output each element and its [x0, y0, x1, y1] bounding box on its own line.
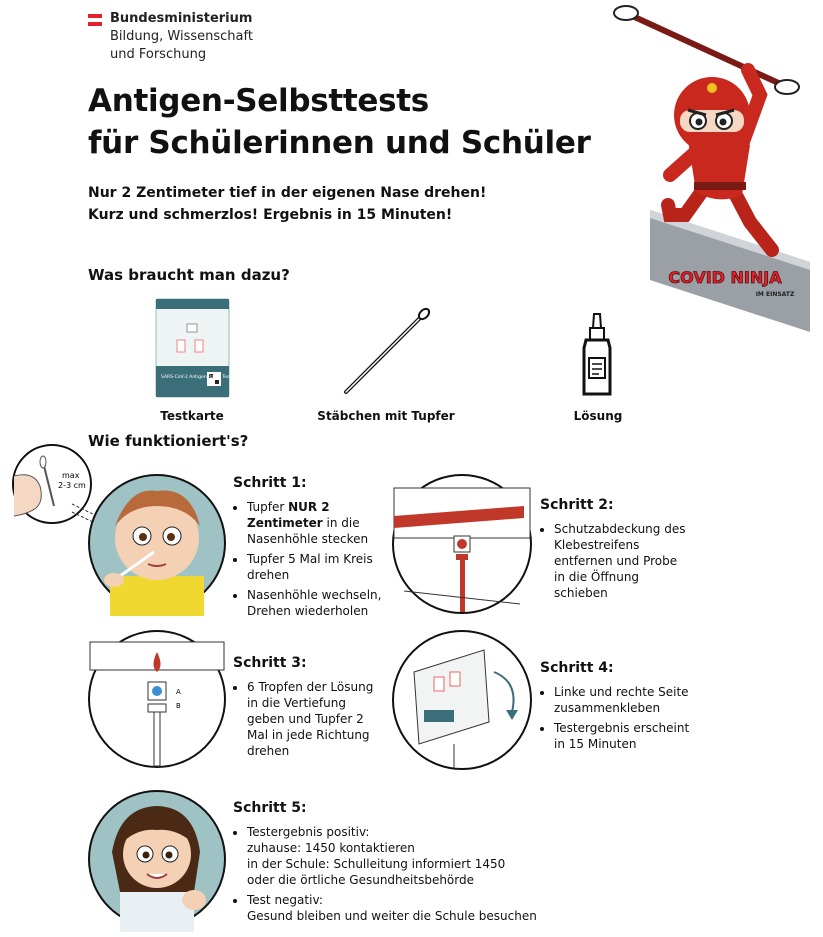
- test-card-text: SARS-CoV-2 Antigen Rapid Test Kit: [161, 375, 239, 380]
- title-line1: Antigen-Selbsttests: [88, 83, 429, 119]
- step1-text: [233, 475, 393, 623]
- austria-flag-logo: [88, 14, 102, 26]
- ninja-badge-title: COVID NINJA: [668, 268, 782, 287]
- caption-loesung: Lösung: [573, 409, 623, 423]
- step3-label-a: A: [176, 688, 181, 696]
- title-line2: für Schülerinnen und Schüler: [88, 125, 591, 161]
- howto-heading: Wie funktioniert's?: [88, 432, 249, 450]
- step3-bullet1: • 6 Tropfen der Lösung in die Vertiefung geben und Tupfer 2 Mal in jede Richtung drehen: [247, 679, 383, 759]
- step2-text: [540, 497, 690, 605]
- step5-bullet2: • Test negativ: Gesund bleiben und weiter die Schule besuchen: [247, 892, 573, 924]
- step4-bullet2: • Testergebnis erscheint in 15 Minuten: [554, 720, 700, 752]
- step2-bullet1: • Schutzabdeckung des Klebestreifens entfernen und Probe in die Öffnung schieben: [554, 521, 690, 601]
- step3-illustration: [88, 630, 226, 768]
- swab-icon: [340, 306, 435, 398]
- ministry-name: [110, 10, 253, 64]
- ministry-line1: Bundesministerium: [110, 11, 253, 26]
- zoom-label-max: max: [62, 471, 80, 480]
- covid-ninja-illustration: [610, 0, 815, 335]
- step5-bullet1: • Testergebnis positiv: zuhause: 1450 kontaktieren in der Schule: Schulleitung informiert 1450 oder die örtliche Gesundheitsbehörde: [247, 824, 573, 888]
- solution-bottle-icon: [580, 312, 614, 398]
- step3-text: [233, 655, 383, 763]
- step3-label-b: B: [176, 702, 181, 710]
- ministry-line3: und Forschung: [110, 47, 207, 62]
- step5-illustration: [88, 790, 226, 928]
- subtitle-line2: Kurz und schmerzlos! Ergebnis in 15 Minuten!: [88, 207, 453, 223]
- step5-text: [233, 800, 573, 928]
- ninja-badge-sub: IM EINSATZ: [755, 291, 795, 298]
- subtitle-line1: Nur 2 Zentimeter tief in der eigenen Nase drehen!: [88, 185, 487, 201]
- test-card-image: [155, 298, 239, 398]
- step1-bullet3: • Nasenhöhle wechseln, Drehen wiederholen: [247, 587, 393, 619]
- step1-bullet1: • Tupfer NUR 2 Zentimeter in die Nasenhöhle stecken: [247, 499, 393, 547]
- step3-title: Schritt 3:: [233, 655, 307, 671]
- step5-title: Schritt 5:: [233, 800, 307, 816]
- step1-title: Schritt 1:: [233, 475, 307, 491]
- needs-heading: Was braucht man dazu?: [88, 266, 290, 284]
- subtitle: [88, 182, 486, 226]
- step4-illustration: [392, 630, 532, 770]
- page-title: [88, 80, 591, 164]
- zoom-label-cm: 2-3 cm: [58, 481, 86, 490]
- caption-staebchen: Stäbchen mit Tupfer: [317, 409, 455, 423]
- caption-testkarte: Testkarte: [160, 409, 224, 423]
- step4-bullet1: • Linke und rechte Seite zusammenkleben: [554, 684, 700, 716]
- step4-text: [540, 660, 700, 756]
- step1-bullet2: • Tupfer 5 Mal im Kreis drehen: [247, 551, 393, 583]
- step1-illustration: [88, 474, 226, 612]
- ministry-line2: Bildung, Wissenschaft: [110, 29, 253, 44]
- step2-title: Schritt 2:: [540, 497, 614, 513]
- step4-title: Schritt 4:: [540, 660, 614, 676]
- step2-illustration: [392, 474, 532, 614]
